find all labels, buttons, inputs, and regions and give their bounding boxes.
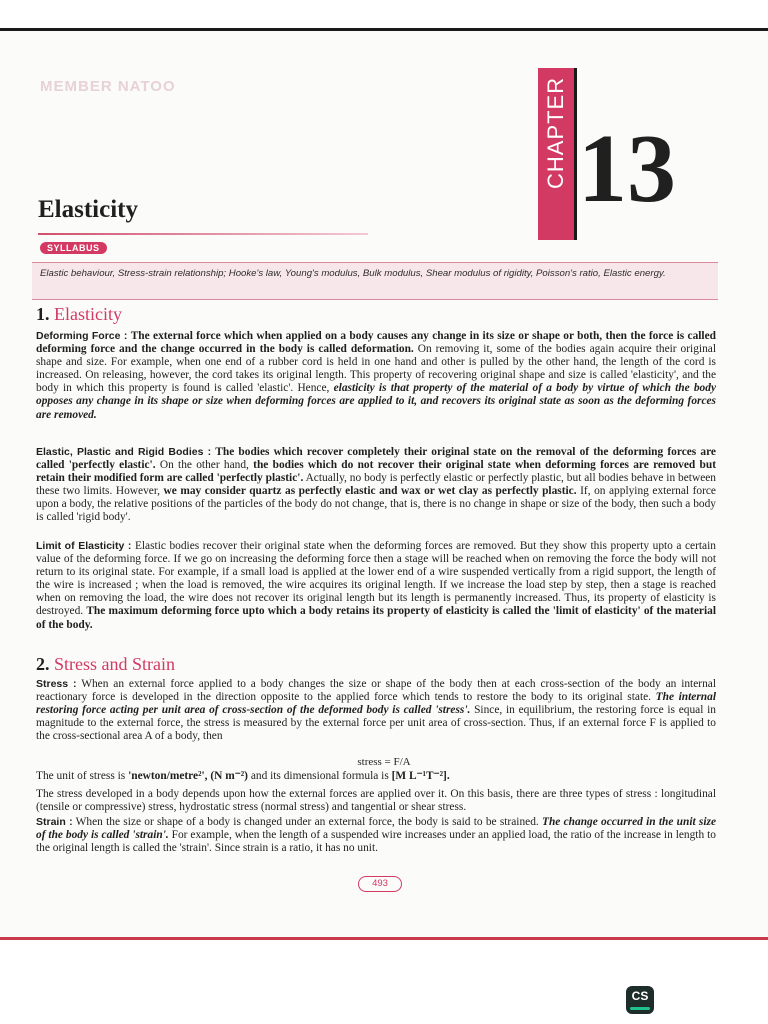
camscanner-logo-icon [626,986,654,1014]
stress-paragraph: Stress : When an external force applied to a body changes the size or shape of the body then at each cross-section of the body an internal reactionary force is developed in the direction opposite to the applied force which tends to restore the body to its original state. The internal restoring force acting per unit area of cross-section of the deformed body is called 'stress'. Since, in equilibrium, the restoring force is equal in magnitude to the external force, the stress is measured by the external force per unit area of cross-section. Thus, if an external force F is applied to the cross-sectional area A of a body, then [36,678,716,743]
chapter-label: CHAPTER [543,76,568,189]
camscanner-logo-text: CS [631,989,649,1003]
page-number: 493 [358,876,402,892]
elastic-bodies-lead: Elastic, Plastic and Rigid Bodies : [36,446,212,458]
syllabus-badge: SYLLABUS [40,242,107,254]
strain-lead: Strain : [36,816,73,828]
page-top-edge [0,28,768,31]
syllabus-text: Elastic behaviour, Stress-strain relationship; Hooke's law, Young's modulus, Bulk modulus, Shear modulus of rigidity, Poisson's ratio, Elastic energy. [32,262,718,300]
limit-of-elasticity-lead: Limit of Elasticity : [36,540,132,552]
section-2-number: 2. [36,654,50,674]
limit-of-elasticity-paragraph: Limit of Elasticity : Elastic bodies recover their original state when the deforming forces are removed. But they show this property upto a certain value of the deforming force. If we go on increasing the deforming force then a stage will be reached when on removing the force the body will not return to its original state. For example, if a small load is applied at the lower end of a wire suspended vertically from a rigid support, the length of the wire is increased ; when the load is removed, the wire acquires its original length. If we increase the load step by step, then a stage is reached when on removing the load, the wire does not recover its original length but its length is permanently increased. Thus, its property of elasticity is destroyed. The maximum deforming force upto which a body retains its property of elasticity is called the 'limit of elasticity' of the material of the body. [36,540,716,631]
show-through-text: MEMBER NATOO [40,78,176,95]
page-title: Elasticity [38,196,138,223]
stress-lead: Stress : [36,678,77,690]
stress-formula: stress = F/A [357,756,411,768]
strain-paragraph: Strain : When the size or shape of a body is changed under an external force, the body is said to be strained. The change occurred in the unit size of the body is called 'strain'. For example, when the length of a suspended wire increases under an applied load, the ratio of the increase in length to the original length is called the 'strain'. Since strain is a ratio, it has no unit. [36,816,716,855]
section-2-heading [36,654,175,675]
deforming-force-lead: Deforming Force : [36,330,128,342]
stress-unit-line: The unit of stress is 'newton/metre²', (N m⁻²) and its dimensional formula is [M L⁻¹T⁻²]. [36,770,450,782]
deforming-force-paragraph: Deforming Force : The external force which when applied on a body causes any change in its size or shape or both, then the force is called deforming force and the change occurred in the body is called deformation. On removing it, some of the bodies again acquire their original shape and size. For example, when one end of a rubber cord is held in one hand and other is pulled by the other hand, the length of the cord is increased. On releasing, however, the cord takes its original length. This property of recovering original shape and size is called 'elasticity', and the body in which this property is found is called 'elastic'. Hence, elasticity is that property of the material of a body by virtue of which the body opposes any change in its shape or size when deforming forces are applied to it, and recovers its original state as soon as the deforming forces are removed. [36,330,716,421]
section-1-title: Elasticity [54,304,122,324]
section-1-number: 1. [36,304,50,324]
stress-types-paragraph: The stress developed in a body depends upon how the external forces are applied over it. On this basis, there are three types of stress : longitudinal (tensile or compressive) stress, hydrostatic stress (normal stress) and tangential or shear stress. [36,788,716,814]
section-2-title: Stress and Strain [54,654,175,674]
section-1-heading [36,304,122,325]
elastic-bodies-paragraph: Elastic, Plastic and Rigid Bodies : The bodies which recover completely their original state on the removal of the deforming forces are called 'perfectly elastic'. On the other hand, the bodies which do not recover their original state when deforming forces are removed but retain their modified form are called 'perfectly plastic'. Actually, no body is perfectly elastic or perfectly plastic, but all bodies behave in between these two limits. However, we may consider quartz as perfectly elastic and wax or wet clay as perfectly plastic. If, on applying external force upon a body, the relative positions of the particles of the body do not change, that is, there is no change in shape or size of the body, then such a body is called 'rigid body'. [36,446,716,524]
scanned-page [0,28,768,940]
title-rule [38,233,368,235]
page-bottom-edge [0,937,768,940]
chapter-number: 13 [578,115,676,223]
camscanner-logo-bar [630,1007,650,1010]
